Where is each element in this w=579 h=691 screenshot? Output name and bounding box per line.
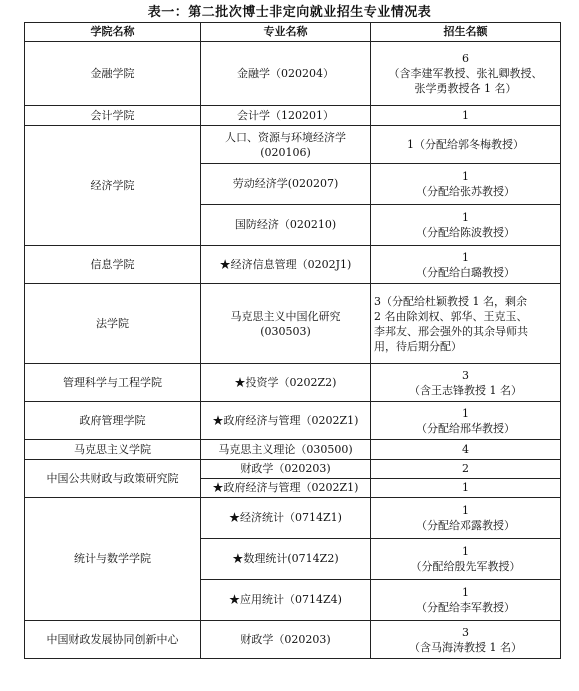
quota-value: 3 [462,625,469,639]
college-cell: 管理科学与工程学院 [25,364,201,402]
major-cell: 财政学（020203) [201,621,371,659]
quota-cell [371,498,561,539]
quota-cell: 1（分配给郭冬梅教授） [371,126,561,164]
major-cell: 金融学（020204） [201,42,371,106]
table-row [25,246,561,284]
quota-note: （分配给邢华教授） [416,421,515,435]
major-cell: 财政学（020203) [201,460,371,479]
quota-cell [371,621,561,659]
quota-line: 用，待后期分配） [374,339,462,353]
header-college: 学院名称 [25,23,201,42]
major-cell: ★经济信息管理（0202J1) [201,246,371,284]
quota-note: （分配给张苏教授） [416,185,515,198]
quota-cell: 1 [371,479,561,498]
quota-cell [371,205,561,246]
quota-value: 3 [462,368,469,382]
major-cell: 会计学（120201） [201,106,371,126]
quota-note: （含李建军教授、张礼卿教授、 [388,67,543,80]
table-row [25,106,561,126]
quota-line: 李邦友、邢会强外的其余导师共 [374,324,528,338]
quota-cell [371,164,561,205]
college-cell: 信息学院 [25,246,201,284]
quota-line: 3（分配给杜颖教授 1 名，剩余 [374,294,527,308]
table-row [25,364,561,402]
header-row [25,23,561,42]
quota-cell: 1 [371,106,561,126]
major-cell: 马克思主义理论（030500) [201,440,371,460]
major-cell: ★投资学（0202Z2) [201,364,371,402]
major-cell: ★数理统计(0714Z2) [201,539,371,580]
major-cell: ★政府经济与管理（0202Z1) [201,479,371,498]
college-cell: 金融学院 [25,42,201,106]
college-cell: 会计学院 [25,106,201,126]
quota-cell [371,580,561,621]
quota-cell: 2 [371,460,561,479]
quota-note: 张学勇教授各 1 名） [414,82,517,95]
college-cell: 政府管理学院 [25,402,201,440]
quota-line: 2 名由除刘权、郭华、王克玉、 [374,309,528,323]
college-cell: 经济学院 [25,126,201,246]
table-row [25,402,561,440]
header-major: 专业名称 [201,23,371,42]
quota-value: 6 [462,52,469,65]
quota-cell [371,402,561,440]
table-row [25,42,561,106]
quota-cell [371,284,561,364]
major-code: (030503) [260,324,311,338]
quota-cell [371,364,561,402]
quota-value: 1 [462,250,469,264]
college-cell: 统计与数学学院 [25,498,201,621]
table-title: 表一：第二批次博士非定向就业招生专业情况表 [147,5,432,20]
quota-note: （分配给陈波教授） [416,226,515,239]
quota-note: （分配给殷先军教授） [410,560,521,573]
quota-note: （含马海涛教授 1 名） [409,640,522,654]
quota-cell: 4 [371,440,561,460]
header-quota: 招生名额 [371,23,561,42]
quota-cell [371,42,561,106]
quota-note: （分配给李军教授） [416,601,515,614]
quota-cell [371,539,561,580]
quota-note: （分配给白璐教授） [416,265,515,279]
table-row [25,440,561,460]
major-cell [201,284,371,364]
table-row [25,621,561,659]
quota-note: （分配给邓露教授） [416,519,515,532]
table-row [25,126,561,164]
table-row [25,498,561,539]
major-cell: 国防经济（020210) [201,205,371,246]
quota-value: 1 [462,211,469,224]
college-cell: 中国财政发展协同创新中心 [25,621,201,659]
major-cell: ★应用统计（0714Z4) [201,580,371,621]
quota-value: 1 [462,504,469,517]
major-name: 人口、资源与环境经济学 [225,130,346,144]
enrollment-table [24,22,561,659]
quota-value: 1 [462,170,469,183]
table-row [25,284,561,364]
major-name: 马克思主义中国化研究 [230,309,341,323]
quota-value: 1 [462,545,469,558]
major-cell: ★经济统计（0714Z1) [201,498,371,539]
college-cell: 法学院 [25,284,201,364]
quota-cell [371,246,561,284]
major-code: (020106) [260,145,311,159]
major-cell [201,126,371,164]
major-cell: 劳动经济学(020207) [201,164,371,205]
quota-value: 1 [462,586,469,599]
college-cell: 马克思主义学院 [25,440,201,460]
table-row [25,460,561,479]
college-cell: 中国公共财政与政策研究院 [25,460,201,498]
major-cell: ★政府经济与管理（0202Z1) [201,402,371,440]
quota-note: （含王志锋教授 1 名） [409,383,522,397]
quota-value: 1 [462,406,469,420]
